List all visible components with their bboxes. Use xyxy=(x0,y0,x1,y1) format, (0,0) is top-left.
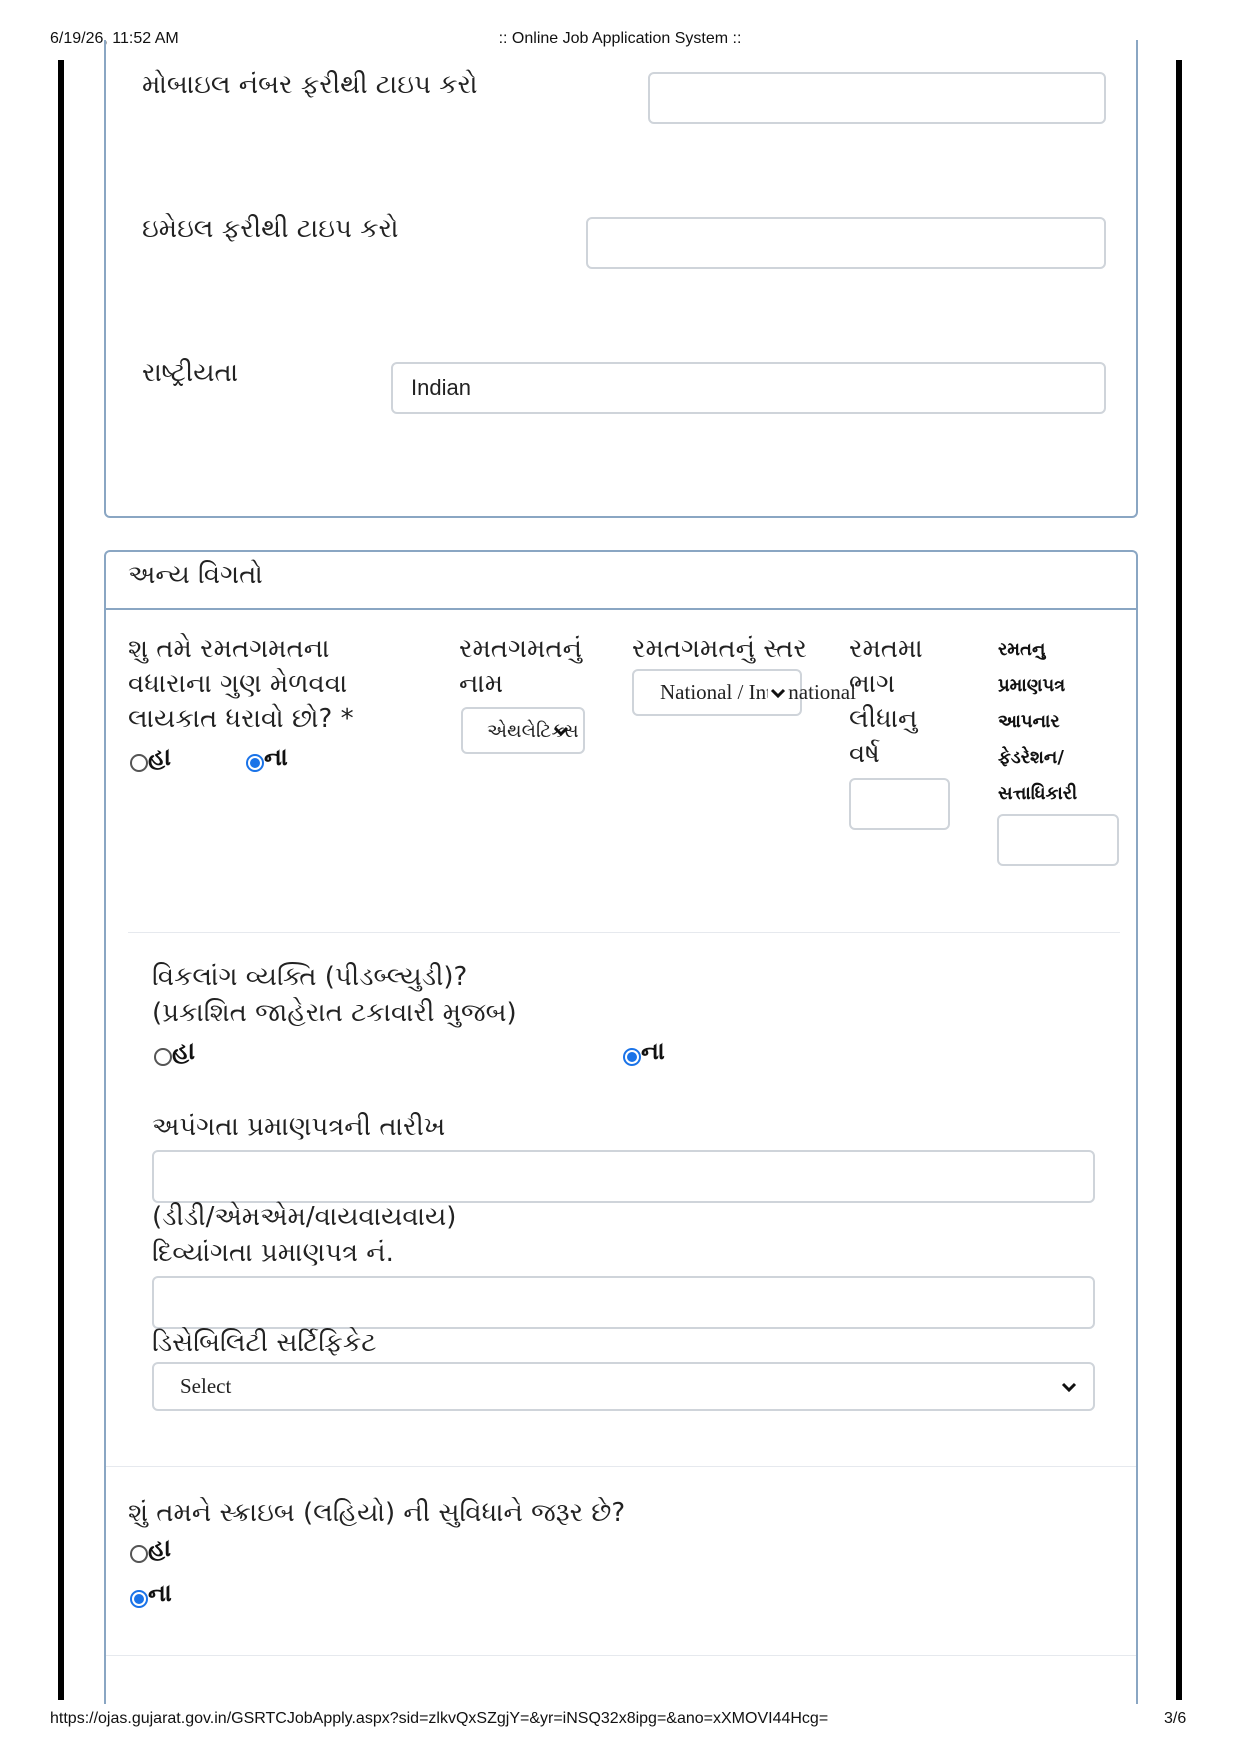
sports-question: શુ તમે રમતગમતના વધારાના ગુણ મેળવવા લાયકાત ધરાવો છો? * xyxy=(128,634,354,735)
chevron-down-icon xyxy=(551,721,571,741)
pwd-certificate-value: Select xyxy=(180,1374,232,1398)
mobile-retype-label: મોબાઇલ નંબર ફરીથી ટાઇપ કરો xyxy=(142,70,478,100)
other-details-heading: અન્ય વિગતો xyxy=(128,560,263,590)
print-page-title: :: Online Job Application System :: xyxy=(498,30,742,47)
pwd-yes-radio[interactable] xyxy=(154,1048,172,1066)
left-border xyxy=(58,60,64,1700)
pwd-cert-no-input[interactable] xyxy=(152,1276,1095,1329)
nationality-label: રાષ્ટ્રીયતા xyxy=(142,358,239,388)
nationality-input[interactable]: Indian xyxy=(391,362,1106,414)
chevron-down-icon xyxy=(768,683,788,703)
right-border xyxy=(1176,60,1182,1700)
pwd-no-label: ના xyxy=(641,1037,665,1065)
sports-name-label: રમતગમતનું નામ xyxy=(459,634,582,700)
mobile-retype-input[interactable] xyxy=(648,72,1106,124)
scribe-yes-label: હા xyxy=(148,1534,171,1562)
pwd-cert-no-label: દિવ્યાંગતા પ્રમાણપત્ર નં. xyxy=(152,1238,394,1268)
sports-level-value: National / International xyxy=(660,680,856,704)
print-datetime: 6/19/26, 11:52 AM xyxy=(50,30,179,47)
sports-name-select[interactable] xyxy=(461,707,585,754)
sports-no-label: ના xyxy=(264,743,288,771)
sports-year-input[interactable] xyxy=(849,778,950,830)
scribe-no-label: ના xyxy=(148,1579,172,1607)
sports-level-label: રમતગમતનું સ્તર xyxy=(632,634,807,664)
scribe-yes-radio[interactable] xyxy=(130,1545,148,1563)
pwd-yes-label: હા xyxy=(172,1037,195,1065)
sports-no-radio[interactable] xyxy=(246,754,264,772)
print-url: https://ojas.gujarat.gov.in/GSRTCJobApply.aspx?sid=zlkvQxSZgjY=&yr=iNSQ32x8ipg=&ano=xXMOVI44Hcg= xyxy=(50,1710,829,1727)
divider xyxy=(106,1655,1136,1656)
pwd-certificate-select[interactable] xyxy=(152,1362,1095,1411)
pwd-question-line1: વિકલાંગ વ્યક્તિ (પીડબ્લ્યુડી)? xyxy=(152,962,468,992)
print-page-number: 3/6 xyxy=(1164,1710,1187,1727)
pwd-cert-date-input[interactable] xyxy=(152,1150,1095,1203)
sports-federation-label: રમતનુ પ્રમાણપત્ર આપનાર ફેડરેશન/સત્તાધિકારી xyxy=(998,639,1078,804)
sports-yes-radio[interactable] xyxy=(130,754,148,772)
pwd-certificate-label: ડિસેબિલિટી સર્ટિફિકેટ xyxy=(152,1328,377,1358)
pwd-no-radio[interactable] xyxy=(623,1048,641,1066)
sports-level-select[interactable] xyxy=(632,669,856,716)
scribe-question: શું તમને સ્ક્રાઇબ (લહિયો) ની સુવિધાને જરૂર છે? xyxy=(128,1498,626,1528)
scribe-no-radio[interactable] xyxy=(130,1590,148,1608)
sports-yes-label: હા xyxy=(148,743,171,771)
other-details-heading-divider xyxy=(106,608,1136,610)
chevron-down-icon xyxy=(1059,1377,1079,1397)
pwd-question-line2: (પ્રકાશિત જાહેરાત ટકાવારી મુજબ) xyxy=(152,998,517,1028)
sports-year-label: રમતમા ભાગ લીધાનુ વર્ષ xyxy=(849,634,923,770)
sports-name-value: એથલેટિક્સ xyxy=(487,719,579,742)
email-retype-input[interactable] xyxy=(586,217,1106,269)
sports-federation-input[interactable] xyxy=(997,814,1119,866)
divider xyxy=(128,932,1120,933)
email-retype-label: ઇમેઇલ ફરીથી ટાઇપ કરો xyxy=(142,214,399,244)
pwd-cert-date-label: અપંગતા પ્રમાણપત્રની તારીખ xyxy=(152,1112,446,1142)
pwd-date-format-hint: (ડીડી/એમએમ/વાયવાયવાય) xyxy=(152,1202,457,1232)
divider xyxy=(106,1466,1136,1467)
